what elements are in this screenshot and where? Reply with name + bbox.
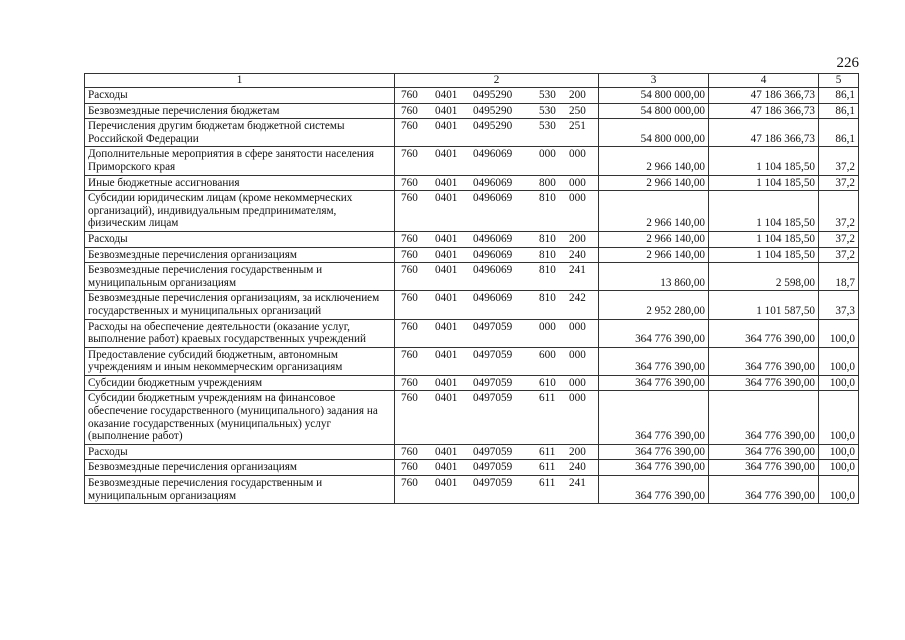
row-value-col-3: 364 776 390,00 [599, 375, 709, 391]
table-row [85, 247, 859, 263]
code-part-1: 760 [401, 176, 418, 189]
row-name: Перечисления другим бюджетам бюджетной системы Российской Федерации [85, 119, 395, 147]
row-value-col-5: 37,2 [819, 247, 859, 263]
row-value-col-3: 2 952 280,00 [599, 291, 709, 319]
row-value-col-3: 2 966 140,00 [599, 247, 709, 263]
row-value-col-3: 2 966 140,00 [599, 175, 709, 191]
row-value-col-3: 54 800 000,00 [599, 103, 709, 119]
row-value-col-4: 47 186 366,73 [709, 103, 819, 119]
row-name: Субсидии бюджетным учреждениям [85, 375, 395, 391]
header-col-4: 4 [709, 74, 819, 88]
code-part-4: 530 [539, 89, 556, 101]
code-part-3: 0496069 [473, 264, 513, 277]
code-part-3: 0496069 [473, 248, 513, 261]
row-value-col-4: 1 104 185,50 [709, 175, 819, 191]
code-part-3: 0497059 [473, 477, 513, 490]
row-codes [395, 88, 599, 104]
row-value-col-3: 54 800 000,00 [599, 88, 709, 104]
code-part-4: 610 [539, 376, 556, 389]
code-part-1: 760 [401, 232, 418, 245]
code-part-2: 0401 [435, 445, 458, 458]
row-value-col-4: 1 104 185,50 [709, 247, 819, 263]
code-part-3: 0497059 [473, 376, 513, 389]
code-part-1: 760 [401, 89, 418, 101]
row-value-col-4: 1 104 185,50 [709, 191, 819, 232]
row-value-col-3: 54 800 000,00 [599, 119, 709, 147]
row-value-col-3: 364 776 390,00 [599, 347, 709, 375]
row-value-col-3: 364 776 390,00 [599, 460, 709, 476]
code-part-1: 760 [401, 248, 418, 261]
code-part-5: 241 [569, 477, 586, 490]
code-part-3: 0495290 [473, 120, 513, 133]
row-name: Расходы на обеспечение деятельности (оказание услуг, выполнение работ) краевых государственных учреждений [85, 319, 395, 347]
row-value-col-5: 37,2 [819, 231, 859, 247]
row-codes [395, 347, 599, 375]
table-row [85, 444, 859, 460]
code-part-2: 0401 [435, 461, 458, 474]
row-value-col-5: 100,0 [819, 460, 859, 476]
row-value-col-5: 100,0 [819, 476, 859, 504]
code-part-1: 760 [401, 392, 418, 405]
row-name: Безвозмездные перечисления государственным и муниципальным организациям [85, 476, 395, 504]
code-part-5: 200 [569, 232, 586, 245]
row-name: Иные бюджетные ассигнования [85, 175, 395, 191]
row-value-col-3: 13 860,00 [599, 263, 709, 291]
code-part-4: 000 [539, 320, 556, 333]
row-value-col-4: 364 776 390,00 [709, 460, 819, 476]
row-value-col-4: 364 776 390,00 [709, 391, 819, 444]
code-part-4: 611 [539, 445, 556, 458]
code-part-2: 0401 [435, 292, 458, 305]
code-part-5: 000 [569, 348, 586, 361]
row-codes [395, 391, 599, 444]
code-part-3: 0496069 [473, 148, 513, 161]
row-value-col-5: 100,0 [819, 319, 859, 347]
row-value-col-4: 47 186 366,73 [709, 88, 819, 104]
row-name: Расходы [85, 88, 395, 104]
code-part-1: 760 [401, 461, 418, 474]
code-part-4: 611 [539, 392, 556, 405]
row-codes [395, 147, 599, 175]
code-part-4: 600 [539, 348, 556, 361]
code-part-2: 0401 [435, 477, 458, 490]
code-part-5: 200 [569, 445, 586, 458]
row-name: Субсидии бюджетным учреждениям на финансовое обеспечение государственного (муниципального) задания на оказание государственных (муниципальных) услуг (выполнение работ) [85, 391, 395, 444]
code-part-2: 0401 [435, 89, 458, 101]
row-codes [395, 247, 599, 263]
row-value-col-5: 86,1 [819, 88, 859, 104]
table-row [85, 191, 859, 232]
header-row [85, 74, 859, 88]
row-name: Безвозмездные перечисления организациям, за исключением государственных и муниципальных организаций [85, 291, 395, 319]
row-value-col-5: 100,0 [819, 347, 859, 375]
table-row [85, 119, 859, 147]
code-part-3: 0495290 [473, 104, 513, 117]
code-part-2: 0401 [435, 104, 458, 117]
code-part-3: 0496069 [473, 192, 513, 205]
code-part-4: 810 [539, 248, 556, 261]
code-part-3: 0497059 [473, 348, 513, 361]
row-value-col-5: 18,7 [819, 263, 859, 291]
row-codes [395, 231, 599, 247]
row-name: Безвозмездные перечисления государственным и муниципальным организациям [85, 263, 395, 291]
code-part-4: 810 [539, 232, 556, 245]
code-part-2: 0401 [435, 248, 458, 261]
code-part-4: 810 [539, 264, 556, 277]
code-part-5: 000 [569, 376, 586, 389]
row-codes [395, 444, 599, 460]
table-row [85, 147, 859, 175]
row-value-col-4: 364 776 390,00 [709, 375, 819, 391]
table-row [85, 476, 859, 504]
row-codes [395, 103, 599, 119]
code-part-1: 760 [401, 445, 418, 458]
code-part-3: 0497059 [473, 445, 513, 458]
row-value-col-4: 364 776 390,00 [709, 444, 819, 460]
code-part-4: 611 [539, 477, 556, 490]
row-value-col-3: 2 966 140,00 [599, 191, 709, 232]
table-row [85, 231, 859, 247]
code-part-5: 250 [569, 104, 586, 117]
code-part-2: 0401 [435, 192, 458, 205]
row-value-col-5: 86,1 [819, 119, 859, 147]
code-part-1: 760 [401, 320, 418, 333]
row-name: Предоставление субсидий бюджетным, автономным учреждениям и иным некоммерческим организациям [85, 347, 395, 375]
code-part-2: 0401 [435, 120, 458, 133]
row-value-col-3: 364 776 390,00 [599, 319, 709, 347]
code-part-1: 760 [401, 292, 418, 305]
row-name: Расходы [85, 444, 395, 460]
row-name: Безвозмездные перечисления бюджетам [85, 103, 395, 119]
code-part-5: 000 [569, 192, 586, 205]
row-value-col-3: 2 966 140,00 [599, 231, 709, 247]
code-part-2: 0401 [435, 148, 458, 161]
table-row [85, 263, 859, 291]
row-value-col-3: 364 776 390,00 [599, 391, 709, 444]
row-codes [395, 175, 599, 191]
code-part-4: 810 [539, 292, 556, 305]
code-part-3: 0497059 [473, 392, 513, 405]
row-value-col-5: 100,0 [819, 444, 859, 460]
table-row [85, 319, 859, 347]
code-part-5: 000 [569, 320, 586, 333]
row-value-col-3: 364 776 390,00 [599, 444, 709, 460]
code-part-5: 240 [569, 248, 586, 261]
row-value-col-3: 2 966 140,00 [599, 147, 709, 175]
code-part-2: 0401 [435, 232, 458, 245]
code-part-5: 241 [569, 264, 586, 277]
row-value-col-5: 37,2 [819, 191, 859, 232]
row-name: Дополнительные мероприятия в сфере занятости населения Приморского края [85, 147, 395, 175]
code-part-4: 810 [539, 192, 556, 205]
budget-table [84, 73, 859, 504]
code-part-1: 760 [401, 120, 418, 133]
code-part-2: 0401 [435, 376, 458, 389]
table-row [85, 88, 859, 104]
table-row [85, 391, 859, 444]
code-part-5: 000 [569, 392, 586, 405]
code-part-1: 760 [401, 348, 418, 361]
code-part-3: 0497059 [473, 461, 513, 474]
code-part-1: 760 [401, 192, 418, 205]
header-col-5: 5 [819, 74, 859, 88]
code-part-4: 530 [539, 120, 556, 133]
row-value-col-4: 364 776 390,00 [709, 319, 819, 347]
row-name: Безвозмездные перечисления организациям [85, 247, 395, 263]
code-part-3: 0496069 [473, 292, 513, 305]
row-codes [395, 460, 599, 476]
code-part-5: 242 [569, 292, 586, 305]
code-part-3: 0496069 [473, 176, 513, 189]
row-value-col-5: 100,0 [819, 391, 859, 444]
page-number: 226 [836, 55, 859, 71]
code-part-1: 760 [401, 264, 418, 277]
header-col-2: 2 [395, 74, 599, 88]
code-part-1: 760 [401, 477, 418, 490]
row-value-col-5: 100,0 [819, 375, 859, 391]
table-row [85, 460, 859, 476]
row-codes [395, 476, 599, 504]
code-part-5: 200 [569, 89, 586, 101]
code-part-1: 760 [401, 148, 418, 161]
code-part-5: 251 [569, 120, 586, 133]
row-value-col-4: 1 101 587,50 [709, 291, 819, 319]
code-part-5: 240 [569, 461, 586, 474]
row-name: Субсидии юридическим лицам (кроме некоммерческих организаций), индивидуальным предпринимателям, физическим лицам [85, 191, 395, 232]
code-part-3: 0496069 [473, 232, 513, 245]
table-row [85, 175, 859, 191]
row-name: Безвозмездные перечисления организациям [85, 460, 395, 476]
row-codes [395, 263, 599, 291]
row-value-col-4: 47 186 366,73 [709, 119, 819, 147]
code-part-4: 530 [539, 104, 556, 117]
code-part-4: 800 [539, 176, 556, 189]
row-codes [395, 191, 599, 232]
table-row [85, 347, 859, 375]
code-part-1: 760 [401, 376, 418, 389]
row-codes [395, 375, 599, 391]
row-value-col-5: 37,2 [819, 147, 859, 175]
code-part-2: 0401 [435, 320, 458, 333]
row-value-col-4: 364 776 390,00 [709, 476, 819, 504]
row-value-col-4: 1 104 185,50 [709, 147, 819, 175]
row-codes [395, 291, 599, 319]
header-col-1: 1 [85, 74, 395, 88]
row-value-col-4: 364 776 390,00 [709, 347, 819, 375]
code-part-4: 000 [539, 148, 556, 161]
row-codes [395, 319, 599, 347]
row-value-col-4: 1 104 185,50 [709, 231, 819, 247]
table-row [85, 291, 859, 319]
code-part-2: 0401 [435, 264, 458, 277]
table-row [85, 375, 859, 391]
row-value-col-3: 364 776 390,00 [599, 476, 709, 504]
header-col-3: 3 [599, 74, 709, 88]
code-part-5: 000 [569, 176, 586, 189]
code-part-3: 0497059 [473, 320, 513, 333]
row-value-col-5: 37,2 [819, 175, 859, 191]
row-value-col-5: 37,3 [819, 291, 859, 319]
code-part-1: 760 [401, 104, 418, 117]
code-part-4: 611 [539, 461, 556, 474]
code-part-3: 0495290 [473, 89, 513, 101]
row-value-col-5: 86,1 [819, 103, 859, 119]
row-name: Расходы [85, 231, 395, 247]
row-value-col-4: 2 598,00 [709, 263, 819, 291]
code-part-2: 0401 [435, 176, 458, 189]
row-codes [395, 119, 599, 147]
table-row [85, 103, 859, 119]
code-part-5: 000 [569, 148, 586, 161]
code-part-2: 0401 [435, 392, 458, 405]
code-part-2: 0401 [435, 348, 458, 361]
